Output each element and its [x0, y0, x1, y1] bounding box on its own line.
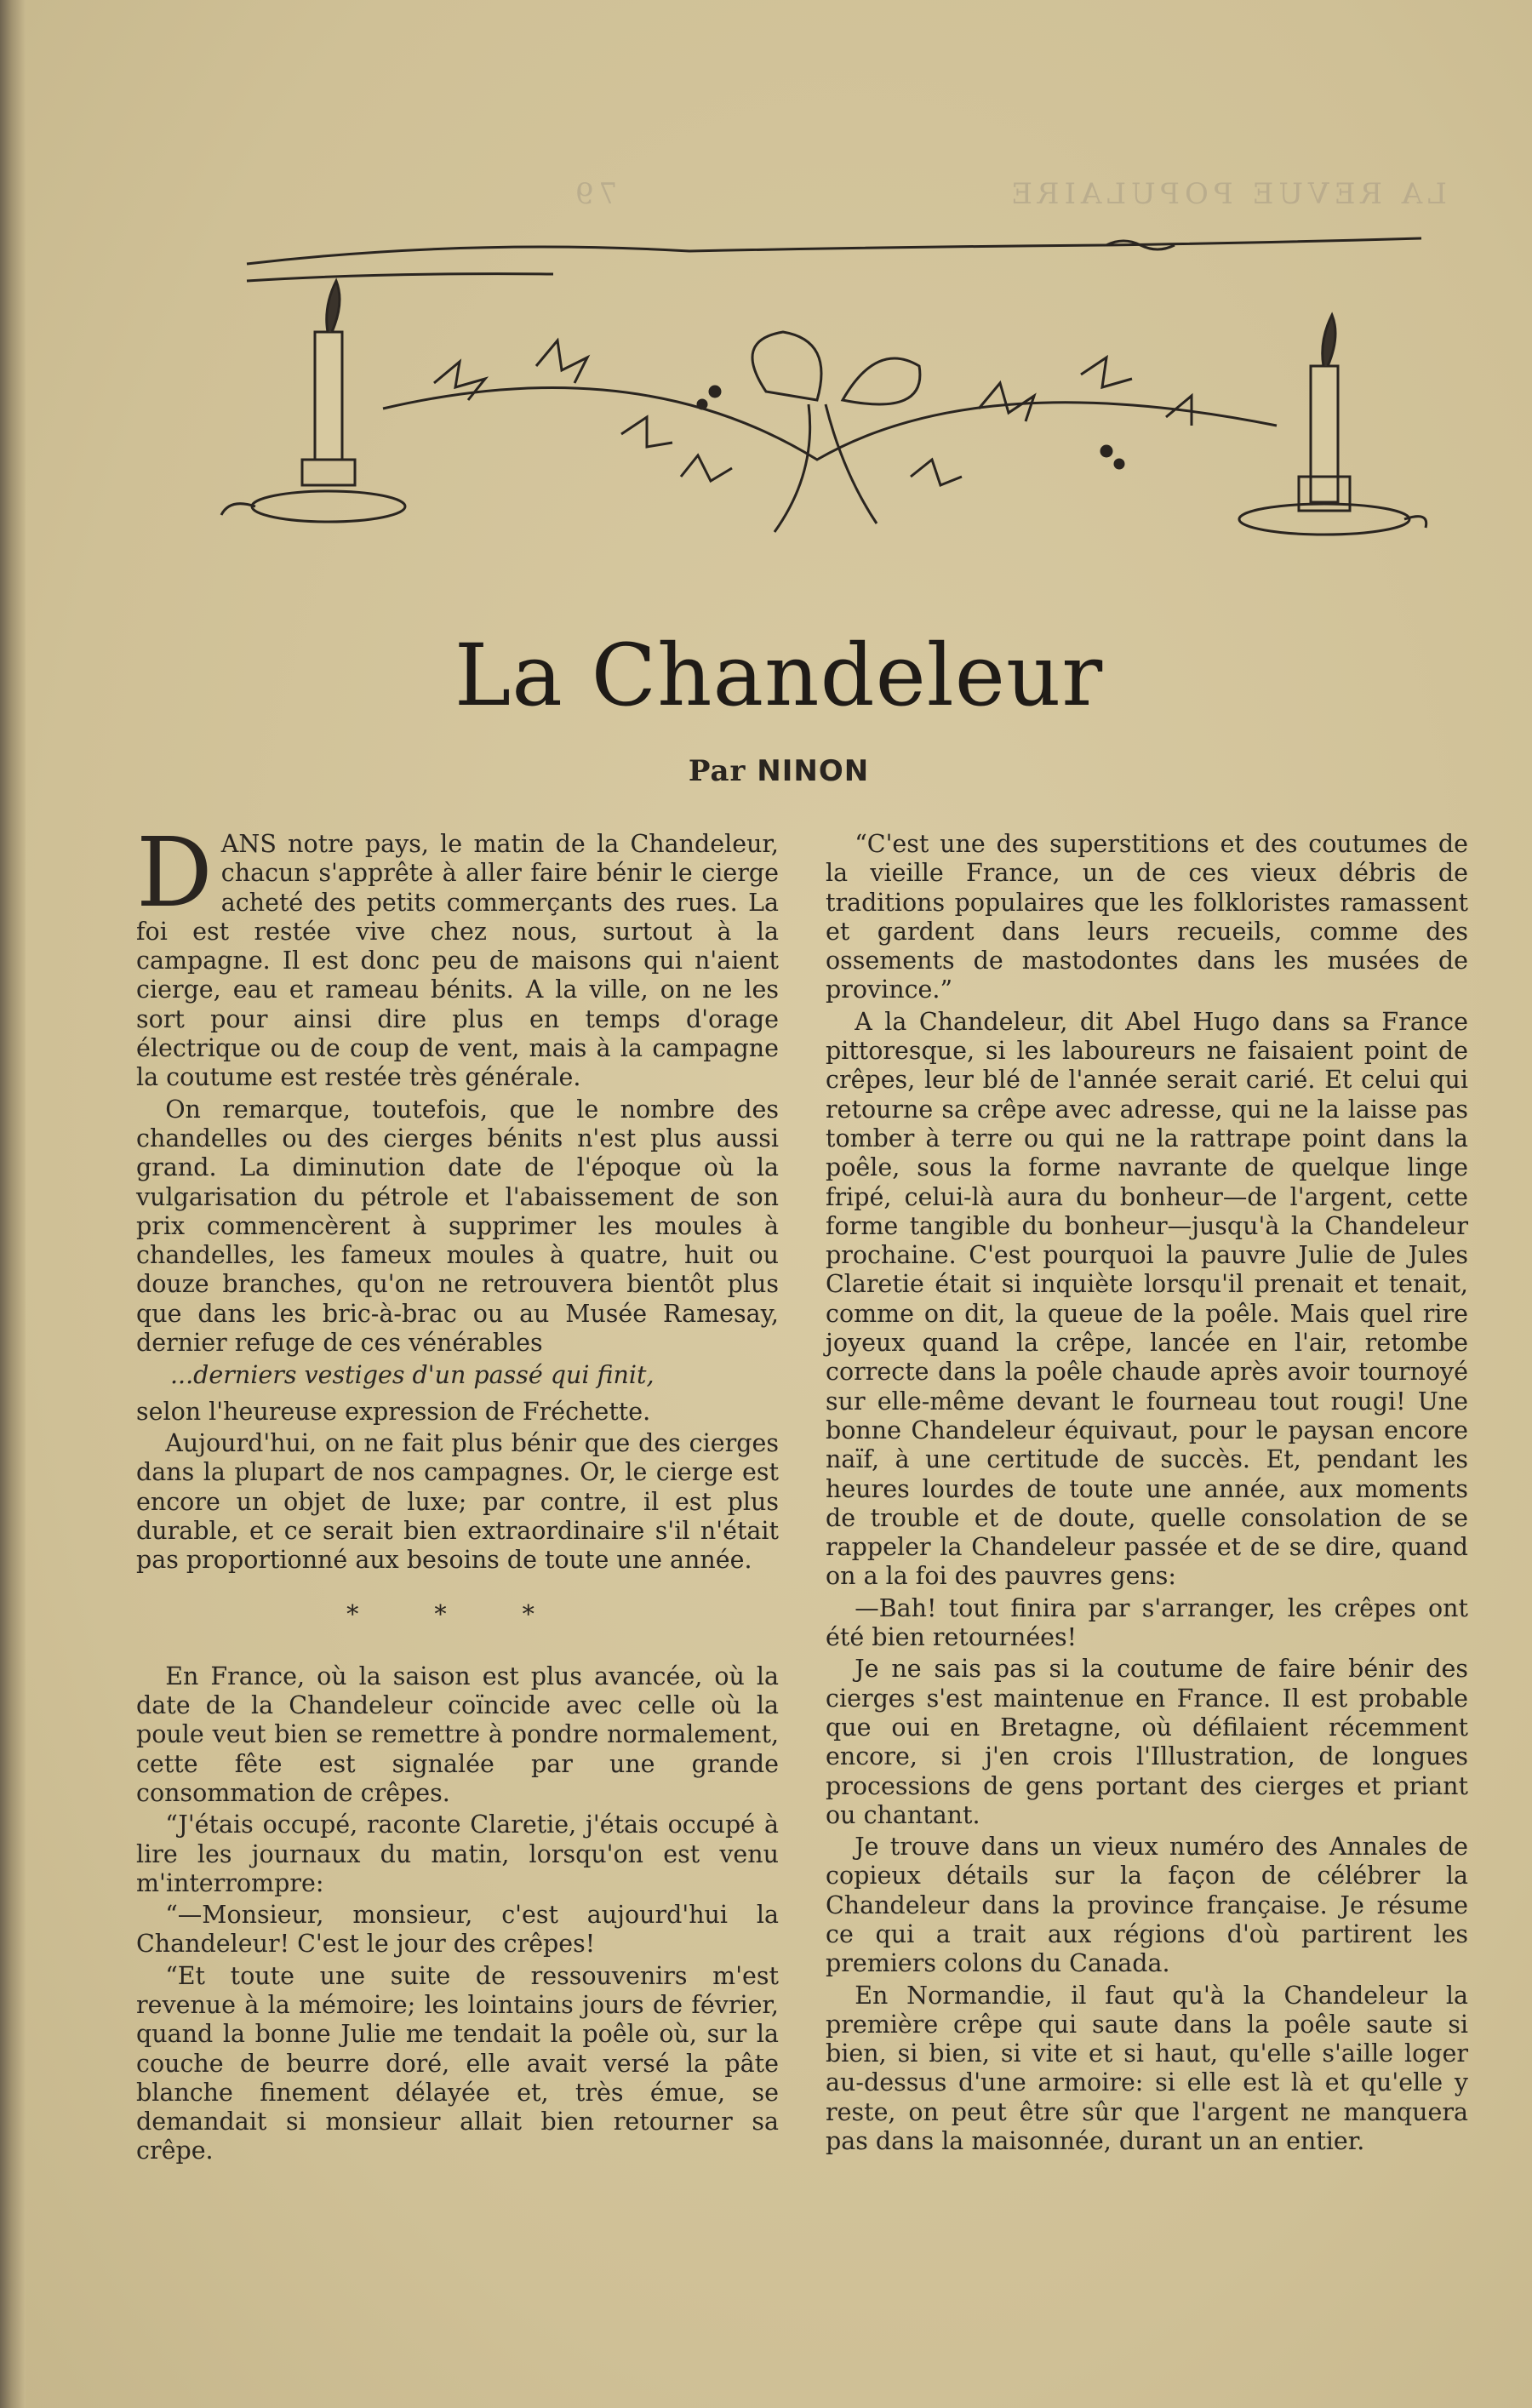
- drop-cap: D: [136, 818, 213, 929]
- book-binding-edge: [0, 0, 26, 2408]
- byline-par: Par: [688, 754, 746, 788]
- paragraph: Je trouve dans un vieux numéro des Annales de copieux détails sur la façon de célébrer la Chandeleur dans la province française. Je résume ce qui a trait aux régions d'où partirent les premiers colons du Canada.: [826, 1833, 1468, 1978]
- byline-author: NINON: [757, 754, 870, 788]
- magazine-page: [26, 0, 1532, 2408]
- right-column: [826, 830, 1468, 2156]
- paragraph: A la Chandeleur, dit Abel Hugo dans sa France pittoresque, si les laboureurs ne faisaient point de crêpes, leur blé de l'année serait carié. Et celui qui retourne sa crêpe avec adresse, qui ne la laisse pas tomber à terre ou qui ne la rattrape point dans la poêle, sous la forme navrante de quelque linge fripé, celui-là aura du bonheur—de l'argent, cette forme tangible du bonheur—jusqu'à la Chandeleur prochaine. C'est pourquoi la pauvre Julie de Jules Claretie était si inquiète lorsqu'il prenait et tenait, comme on dit, la queue de la poêle. Mais quel rire joyeux quand la crêpe, lancée en l'air, retombe correcte dans la poêle chaude après avoir tournoyé sur elle-même devant le fourneau tout rougi! Une bonne Chandeleur équivaut, pour le paysan encore naïf, à une certitude de succès. Et, pendant les heures lourdes de toute une année, aux moments de trouble et de doute, quelle consolation de se rappeler la Chandeleur passée et de se dire, quand on a la foi des pauvres gens:: [826, 1007, 1468, 1591]
- paragraph: En France, où la saison est plus avancée, où la date de la Chandeleur coïncide avec celle où la poule veut bien se remettre à pondre normalement, cette fête est signalée par une grande consommation de crêpes.: [136, 1662, 779, 1807]
- paragraph: “J'étais occupé, raconte Claretie, j'étais occupé à lire les journaux du matin, lorsqu'on est venu m'interrompre:: [136, 1810, 779, 1897]
- paragraph-text: ANS notre pays, le matin de la Chandeleur, chacun s'apprête à aller faire bénir le cierge acheté des petits commerçants des rues. La foi est restée vive chez nous, surtout à la campagne. Il est donc peu de maisons qui n'aient cierge, eau et rameau bénits. A la ville, on ne les sort pour ainsi dire plus en temps d'orage électrique ou de coup de vent, mais à la campagne la coutume est restée très générale.: [136, 830, 779, 1092]
- left-column: [136, 818, 779, 2166]
- paragraph: —Bah! tout finira par s'arranger, les crêpes ont été bien retournées!: [826, 1593, 1468, 1652]
- section-break-asterisks: * * *: [346, 1600, 569, 1629]
- paragraph: On remarque, toutefois, que le nombre des chandelles ou des cierges bénits n'est plus aussi grand. La diminution date de l'époque où la vulgarisation du pétrole et l'abaissement de son prix commencèrent à supprimer les moules à chandelles, les fameux moules à quatre, huit ou douze branches, qu'on ne retrouvera bientôt plus que dans les bric-à-brac ou au Musée Ramesay, dernier refuge de ces vénérables: [136, 1095, 779, 1358]
- paragraph: “C'est une des superstitions et des coutumes de la vieille France, un de ces vieux débris de traditions populaires que les folkloristes ramassent et gardent dans leurs recueils, comme des ossements de mastodontes dans les musées de province.”: [826, 830, 1468, 1004]
- running-head-page-number: 79: [570, 177, 618, 211]
- running-head-bleedthrough: [570, 169, 1447, 220]
- running-head-left: LA REVUE POPULAIRE: [1006, 177, 1447, 211]
- paragraph: “—Monsieur, monsieur, c'est aujourd'hui la Chandeleur! C'est le jour des crêpes!: [136, 1901, 779, 1959]
- paragraph: “Et toute une suite de ressouvenirs m'est revenue à la mémoire; les lointains jours de février, quand la bonne Julie me tendait la poêle où, sur la couche de beurre doré, elle avait versé la pâte blanche finement délayée et, très émue, se demandait si monsieur allait bien retourner sa crêpe.: [136, 1961, 779, 2165]
- byline: [26, 754, 1532, 788]
- paragraph: Aujourd'hui, on ne fait plus bénir que des cierges dans la plupart de nos campagnes. Or, le cierge est encore un objet de luxe; par contre, il est plus durable, et ce serait bien extraordinaire s'il n'était pas proportionné aux besoins de toute une année.: [136, 1428, 779, 1575]
- paragraph: En Normandie, il faut qu'à la Chandeleur la première crêpe qui saute dans la poêle saute si bien, si bien, si vite et si haut, qu'elle s'aille loger au-dessus d'une armoire: si elle est là et qu'elle y reste, on peut être sûr que l'argent ne manquera pas dans la maisonnée, durant un an entier.: [826, 1981, 1468, 2156]
- verse-quote: ...derniers vestiges d'un passé qui finit,: [170, 1361, 655, 1390]
- paragraph: selon l'heureuse expression de Fréchette.: [136, 1397, 651, 1426]
- paragraph: Je ne sais pas si la coutume de faire bénir des cierges s'est maintenue en France. Il est probable que oui en Bretagne, où défilaient récemment encore, si j'en crois l'Illustration, de longues processions de gens portant des cierges et priant ou chantant.: [826, 1655, 1468, 1829]
- article-title: La Chandeleur: [454, 626, 1104, 725]
- paragraph: [136, 818, 779, 1093]
- candles-holly-ornament: [213, 221, 1430, 579]
